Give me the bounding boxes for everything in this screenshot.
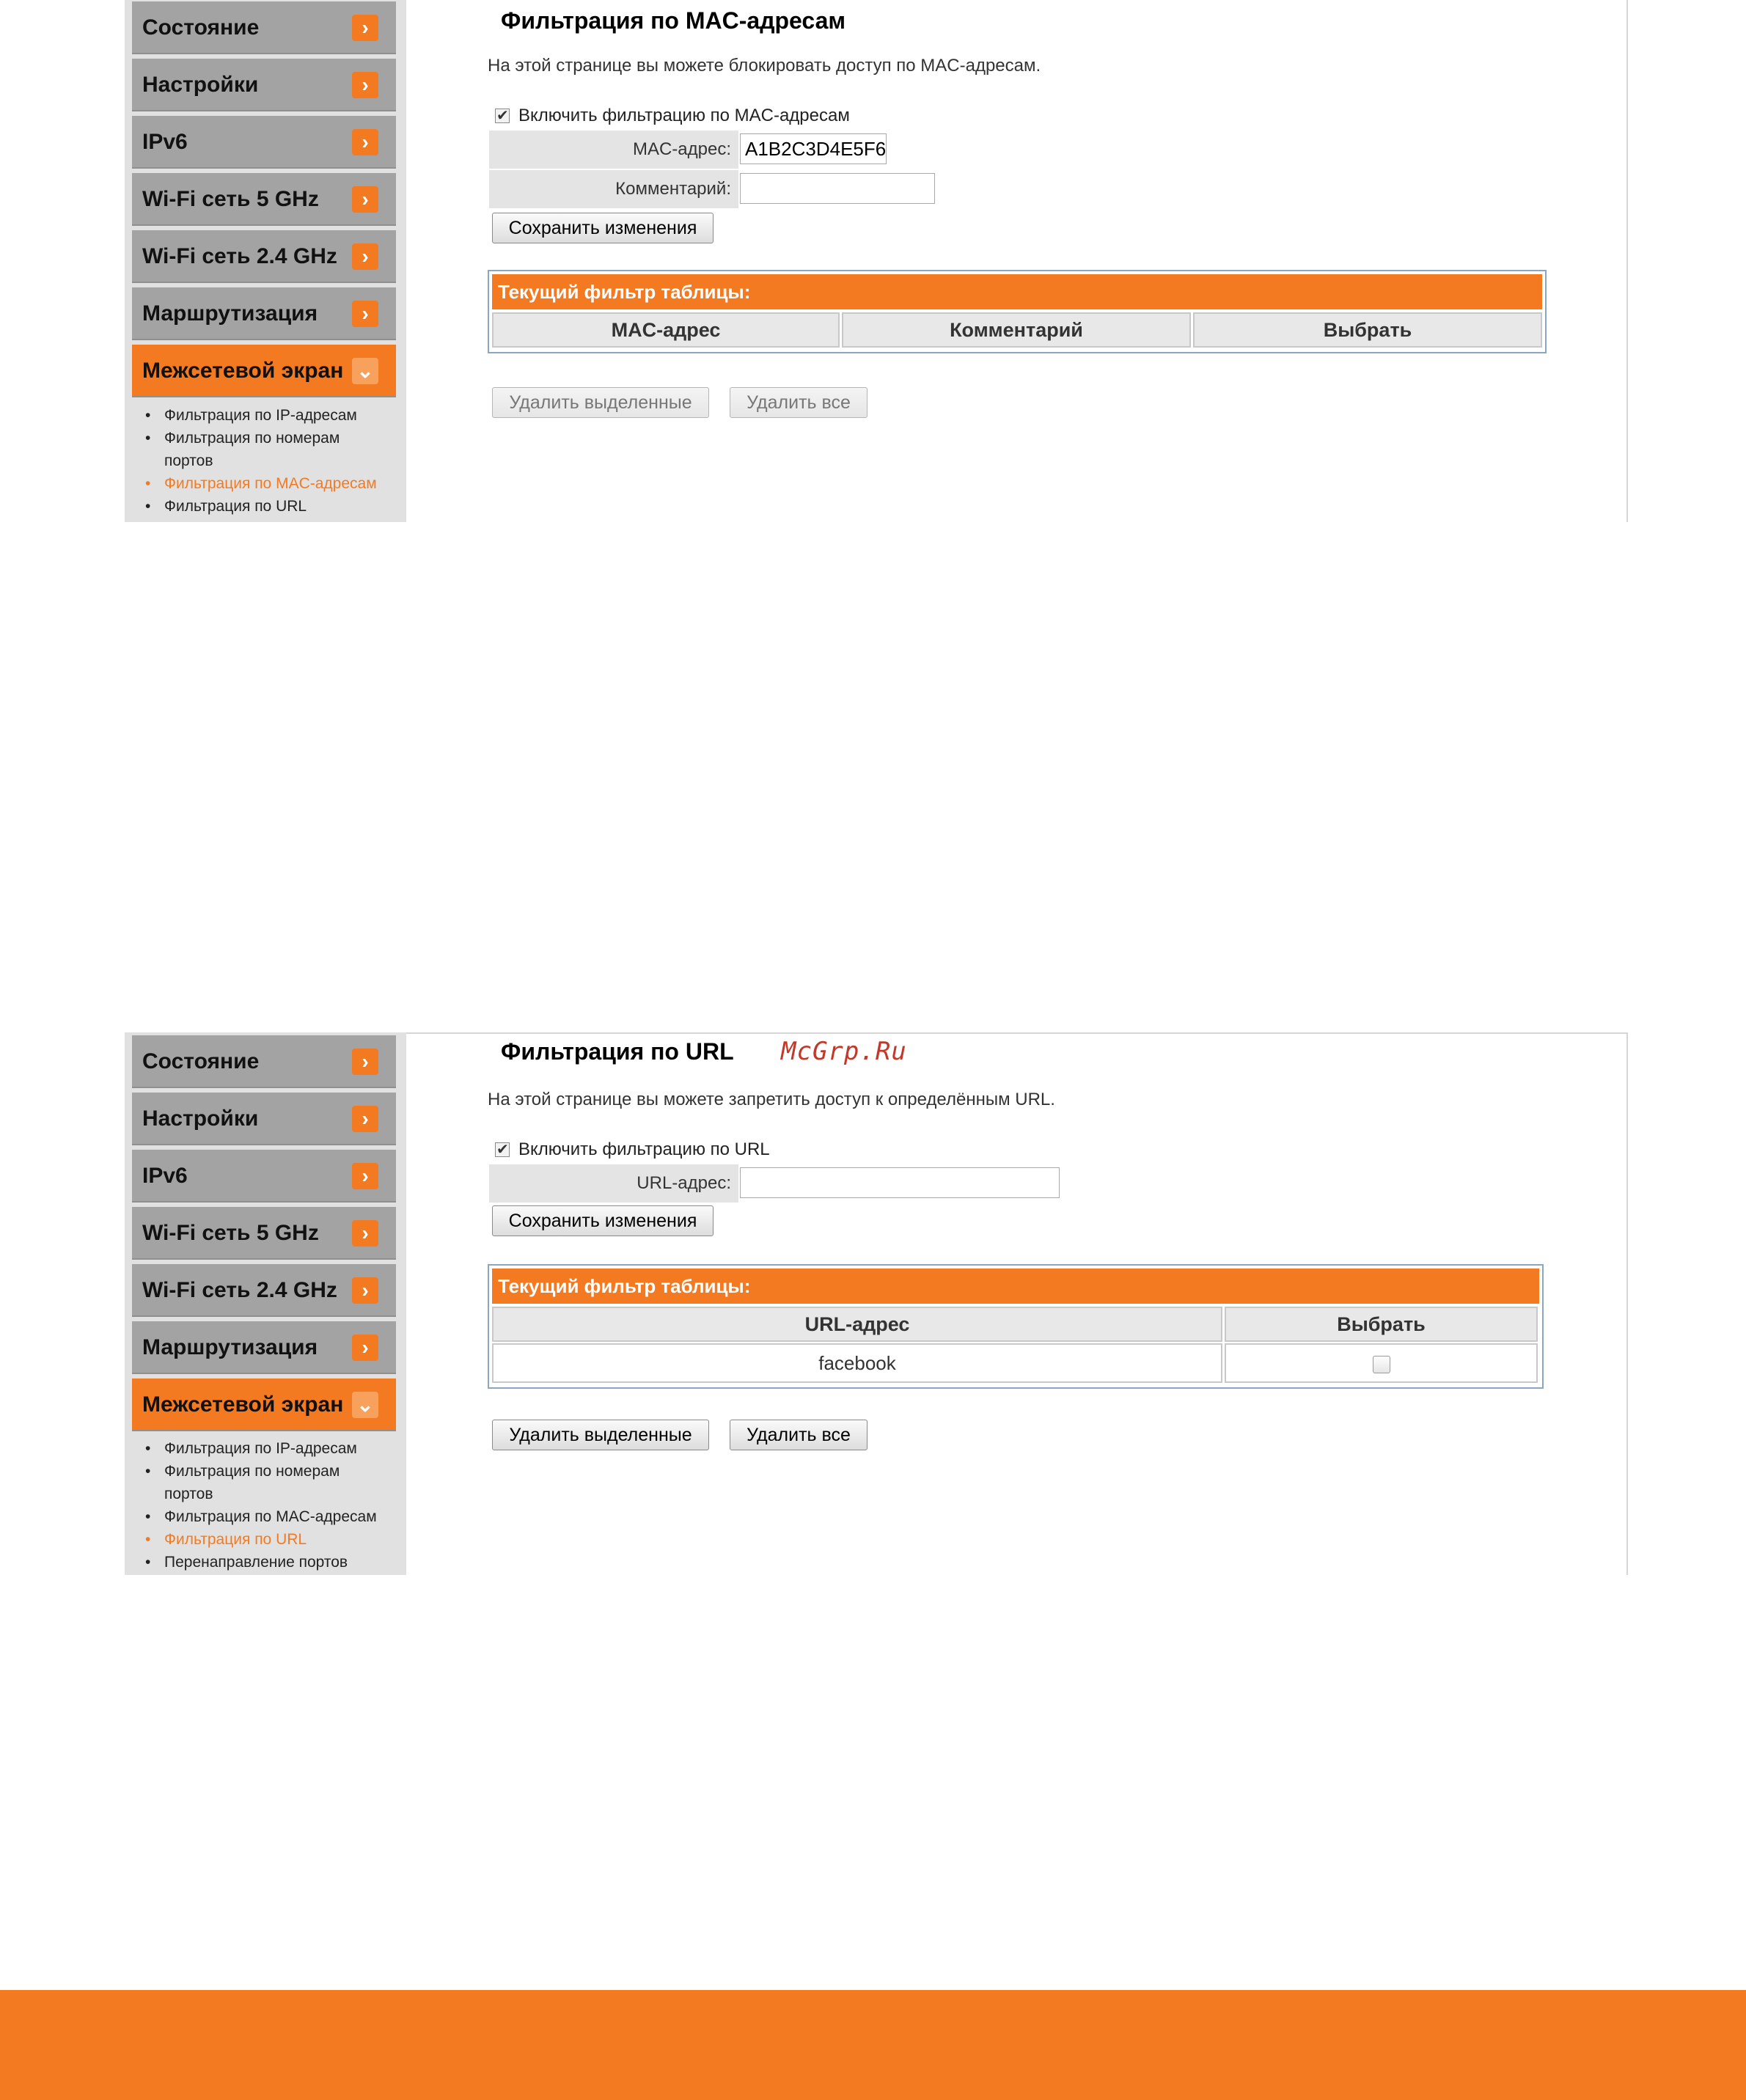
submenu-port-filter[interactable]: • Фильтрация по номерам [141, 427, 377, 449]
nav-label: IPv6 [142, 130, 188, 154]
page-description: На этой странице вы можете запретить доступ к определённым URL. [488, 1090, 1055, 1109]
nav-firewall[interactable] [132, 345, 396, 397]
enable-mac-filter[interactable] [495, 106, 850, 126]
nav-label: Межсетевой экран [142, 1392, 344, 1417]
chevron-right-icon: › [352, 1334, 378, 1361]
enable-label: Включить фильтрацию по URL [518, 1139, 770, 1159]
chevron-right-icon: › [352, 1277, 378, 1304]
sidebar [125, 0, 406, 522]
nav-label: Межсетевой экран [142, 359, 344, 383]
nav-firewall[interactable] [132, 1378, 396, 1431]
url-address-input[interactable] [740, 1167, 1060, 1198]
nav-wifi-24ghz[interactable] [132, 230, 396, 283]
nav-label: IPv6 [142, 1164, 188, 1188]
nav-label: Маршрутизация [142, 1335, 318, 1359]
submenu-port-forwarding[interactable]: • Перенаправление портов [141, 1551, 377, 1574]
chevron-down-icon: ⌄ [352, 358, 378, 384]
chevron-right-icon: › [352, 243, 378, 270]
submenu-port-filter-cont[interactable]: портов [164, 1486, 213, 1502]
nav-label: Состояние [142, 15, 260, 40]
column-select: Выбрать [1225, 1307, 1538, 1342]
delete-selected-button[interactable]: Удалить выделенные [492, 1420, 709, 1450]
nav-label: Wi-Fi сеть 5 GHz [142, 1221, 319, 1245]
table-title: Текущий фильтр таблицы: [492, 1269, 1539, 1304]
nav-wifi-5ghz[interactable] [132, 1207, 396, 1260]
filter-table [488, 270, 1547, 353]
filter-table [488, 1264, 1544, 1389]
comment-label: Комментарий: [615, 179, 731, 199]
nav-settings[interactable] [132, 59, 396, 111]
submenu-ip-filter[interactable]: • Фильтрация по IP-адресам [141, 1437, 377, 1460]
table-title: Текущий фильтр таблицы: [492, 274, 1542, 309]
page-title: Фильтрация по MAC-адресам [501, 7, 846, 34]
firewall-submenu [141, 1437, 377, 1574]
nav-ipv6[interactable] [132, 1150, 396, 1203]
submenu-port-filter-cont[interactable]: портов [164, 452, 213, 469]
nav-label: Wi-Fi сеть 5 GHz [142, 187, 319, 211]
nav-label: Маршрутизация [142, 301, 318, 326]
delete-all-button[interactable]: Удалить все [730, 387, 868, 418]
nav-settings[interactable] [132, 1093, 396, 1145]
mac-address-row [489, 131, 738, 169]
nav-wifi-24ghz[interactable] [132, 1264, 396, 1317]
firewall-submenu [141, 404, 377, 518]
chevron-right-icon: › [352, 129, 378, 155]
nav-routing[interactable] [132, 1321, 396, 1374]
delete-selected-button[interactable]: Удалить выделенные [492, 387, 709, 418]
nav-label: Wi-Fi сеть 2.4 GHz [142, 244, 337, 268]
chevron-down-icon: ⌄ [352, 1392, 378, 1418]
page-title: Фильтрация по URL [501, 1038, 734, 1065]
submenu-url-filter[interactable]: • Фильтрация по URL [141, 495, 377, 518]
url-address-row [489, 1164, 738, 1203]
nav-routing[interactable] [132, 287, 396, 340]
main-content [488, 0, 1628, 522]
sidebar [125, 1032, 406, 1575]
nav-label: Настройки [142, 1106, 259, 1131]
chevron-right-icon: › [352, 15, 378, 41]
submenu-port-filter[interactable]: • Фильтрация по номерам [141, 1460, 377, 1483]
enable-checkbox[interactable] [495, 109, 510, 123]
mac-address-label: MAC-адрес: [632, 139, 731, 159]
table-cell-url: facebook [492, 1343, 1222, 1383]
column-mac: MAC-адрес [492, 312, 840, 348]
enable-url-filter[interactable] [495, 1139, 770, 1160]
submenu-mac-filter[interactable]: • Фильтрация по MAC-адресам [141, 472, 377, 495]
column-select: Выбрать [1193, 312, 1542, 348]
enable-label: Включить фильтрацию по MAC-адресам [518, 106, 850, 125]
chevron-right-icon: › [352, 186, 378, 213]
chevron-right-icon: › [352, 1049, 378, 1075]
nav-ipv6[interactable] [132, 116, 396, 169]
column-url: URL-адрес [492, 1307, 1222, 1342]
submenu-ip-filter[interactable]: • Фильтрация по IP-адресам [141, 404, 377, 427]
chevron-right-icon: › [352, 1163, 378, 1189]
save-button[interactable]: Сохранить изменения [492, 1205, 714, 1236]
submenu-mac-filter[interactable]: • Фильтрация по MAC-адресам [141, 1505, 377, 1528]
nav-label: Wi-Fi сеть 2.4 GHz [142, 1278, 337, 1302]
save-button[interactable]: Сохранить изменения [492, 213, 714, 243]
nav-wifi-5ghz[interactable] [132, 173, 396, 226]
watermark: McGrp.Ru [781, 1037, 907, 1066]
chevron-right-icon: › [352, 1106, 378, 1132]
main-content [488, 1032, 1628, 1575]
mac-filter-screenshot [125, 0, 1628, 522]
nav-status[interactable] [132, 1, 396, 54]
url-filter-screenshot [125, 1032, 1628, 1575]
comment-row [489, 170, 738, 208]
chevron-right-icon: › [352, 301, 378, 327]
nav-status[interactable] [132, 1035, 396, 1088]
nav-label: Состояние [142, 1049, 260, 1073]
enable-checkbox[interactable] [495, 1142, 510, 1157]
chevron-right-icon: › [352, 72, 378, 98]
nav-label: Настройки [142, 73, 259, 97]
row-select-checkbox[interactable] [1373, 1356, 1390, 1373]
column-comment: Комментарий [842, 312, 1191, 348]
url-address-label: URL-адрес: [637, 1173, 731, 1193]
footer-bar [0, 1990, 1746, 2100]
page-description: На этой странице вы можете блокировать доступ по MAC-адресам. [488, 56, 1041, 76]
delete-all-button[interactable]: Удалить все [730, 1420, 868, 1450]
comment-input[interactable] [740, 173, 935, 204]
chevron-right-icon: › [352, 1220, 378, 1247]
table-cell-select [1225, 1343, 1538, 1383]
mac-address-input[interactable]: A1B2C3D4E5F6 [740, 133, 887, 164]
submenu-url-filter[interactable]: • Фильтрация по URL [141, 1528, 377, 1551]
